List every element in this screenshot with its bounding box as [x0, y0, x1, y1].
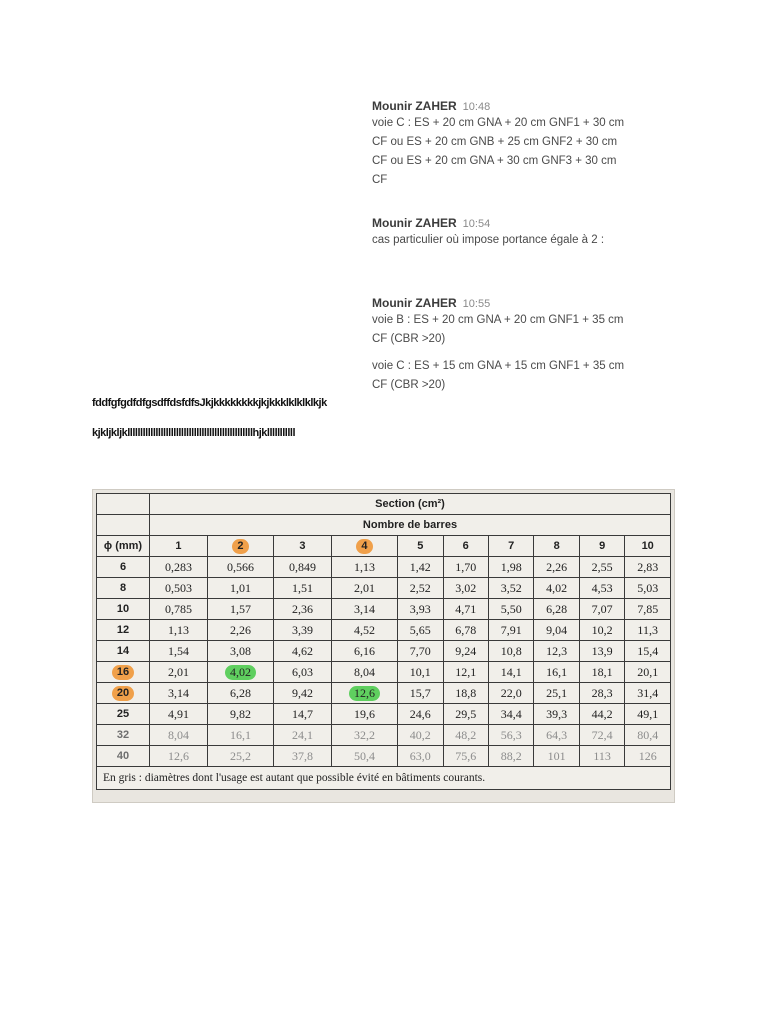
- table-row: [97, 599, 671, 620]
- section-value-cell: [443, 662, 488, 683]
- section-value-cell: [274, 557, 332, 578]
- section-value: 25,2: [229, 748, 251, 763]
- diameter-column-header: ϕ (mm): [97, 536, 150, 557]
- bar-count-label: 8: [553, 540, 560, 552]
- section-value-cell: [150, 683, 208, 704]
- section-value: 75,6: [455, 748, 477, 763]
- document-text-line: fddfgfgdfdfgsdffdsfdfsJkjkkkkkkkkjkjkkklklklklkjk: [92, 397, 327, 409]
- diameter-cell: [97, 578, 150, 599]
- section-value: 31,4: [637, 685, 659, 700]
- section-value: 88,2: [500, 748, 522, 763]
- section-value-cell: [534, 599, 579, 620]
- section-value-cell: [207, 641, 273, 662]
- message-text: cas particulier où impose portance égale à 2 :: [372, 234, 605, 246]
- section-value: 1,57: [229, 601, 251, 616]
- section-value-cell: [579, 746, 624, 767]
- section-value-cell: [625, 578, 671, 599]
- diameter-cell: [97, 704, 150, 725]
- diameter-label: 10: [116, 603, 130, 615]
- section-value: 3,14: [167, 685, 189, 700]
- section-value-cell: [331, 662, 397, 683]
- message-author: Mounir ZAHER: [372, 296, 457, 310]
- section-value-cell: [443, 599, 488, 620]
- diameter-cell: [97, 683, 150, 704]
- section-value-cell: [274, 578, 332, 599]
- document-text-line: kjkljkljklllllllllllllllllllllllllllllllllllllllllllllllllhjklllllllllll: [92, 427, 296, 439]
- section-value-cell: [274, 620, 332, 641]
- section-value: 32,2: [353, 727, 375, 742]
- section-value: 11,3: [637, 622, 658, 637]
- diameter-cell: [97, 599, 150, 620]
- section-value: 2,55: [591, 559, 613, 574]
- diameter-label: 20: [112, 686, 134, 701]
- section-value: 24,6: [409, 706, 431, 721]
- section-value: 44,2: [591, 706, 613, 721]
- table-row: [97, 641, 671, 662]
- section-value: 1,54: [167, 643, 189, 658]
- table-title: Section (cm²): [150, 494, 671, 515]
- section-value-cell: [150, 578, 208, 599]
- section-value-cell: [443, 620, 488, 641]
- diameter-cell: [97, 725, 150, 746]
- bar-count-header: [207, 536, 273, 557]
- section-value: 8,04: [353, 664, 375, 679]
- section-value-cell: [443, 578, 488, 599]
- section-value-cell: [207, 599, 273, 620]
- section-value-cell: [579, 641, 624, 662]
- section-value: 14,7: [291, 706, 313, 721]
- section-value-cell: [150, 599, 208, 620]
- section-value-cell: [625, 683, 671, 704]
- section-value: 5,03: [637, 580, 659, 595]
- section-value: 2,26: [229, 622, 251, 637]
- chat-message: [372, 97, 628, 190]
- section-value: 7,07: [591, 601, 613, 616]
- section-value-cell: [579, 683, 624, 704]
- section-value-cell: [534, 662, 579, 683]
- section-value: 12,6: [167, 748, 189, 763]
- section-value: 15,7: [409, 685, 431, 700]
- section-value: 4,71: [455, 601, 477, 616]
- table-footnote: En gris : diamètres dont l'usage est autant que possible évité en bâtiments courants.: [97, 767, 671, 790]
- section-value: 37,8: [291, 748, 313, 763]
- section-value-cell: [207, 725, 273, 746]
- section-value: 10,1: [409, 664, 431, 679]
- section-value-cell: [534, 725, 579, 746]
- section-value: 9,82: [229, 706, 251, 721]
- section-value-cell: [625, 746, 671, 767]
- section-value: 16,1: [546, 664, 568, 679]
- bar-count-label: 3: [299, 540, 306, 552]
- section-value: 8,04: [167, 727, 189, 742]
- section-value: 0,503: [164, 580, 192, 595]
- section-value: 6,28: [229, 685, 251, 700]
- section-value-cell: [274, 641, 332, 662]
- bar-count-header: [331, 536, 397, 557]
- section-value-cell: [488, 725, 533, 746]
- section-value-cell: [207, 683, 273, 704]
- section-value: 19,6: [353, 706, 375, 721]
- section-value: 63,0: [409, 748, 431, 763]
- section-value-cell: [579, 557, 624, 578]
- section-value-cell: [443, 641, 488, 662]
- section-value: 2,01: [353, 580, 375, 595]
- section-value: 14,1: [500, 664, 522, 679]
- section-value-cell: [398, 683, 443, 704]
- section-value: 4,52: [353, 622, 375, 637]
- section-value-cell: [331, 578, 397, 599]
- table-row: [97, 620, 671, 641]
- section-value: 1,13: [353, 559, 375, 574]
- section-value-cell: [625, 662, 671, 683]
- section-value-cell: [398, 704, 443, 725]
- table-corner-blank: [97, 515, 150, 536]
- section-value: 0,566: [226, 559, 254, 574]
- section-value: 18,1: [591, 664, 613, 679]
- section-value-cell: [579, 620, 624, 641]
- section-value-cell: [579, 599, 624, 620]
- section-value: 25,1: [546, 685, 568, 700]
- section-value-cell: [331, 599, 397, 620]
- section-value: 2,52: [409, 580, 431, 595]
- section-value: 48,2: [455, 727, 477, 742]
- bar-count-label: 1: [175, 540, 182, 552]
- section-value: 2,83: [637, 559, 659, 574]
- table-row: [97, 725, 671, 746]
- section-value-cell: [488, 578, 533, 599]
- section-value: 56,3: [500, 727, 522, 742]
- section-value-cell: [331, 620, 397, 641]
- section-value-cell: [150, 641, 208, 662]
- section-value-cell: [488, 746, 533, 767]
- section-value: 6,78: [455, 622, 477, 637]
- section-value: 1,51: [291, 580, 313, 595]
- section-value-cell: [579, 725, 624, 746]
- section-value-cell: [150, 746, 208, 767]
- diameter-label: 12: [116, 624, 130, 636]
- section-value-cell: [150, 557, 208, 578]
- message-time: 10:55: [462, 298, 491, 310]
- section-value-cell: [398, 620, 443, 641]
- section-value-cell: [488, 683, 533, 704]
- section-value: 4,91: [167, 706, 189, 721]
- message-time: 10:48: [462, 101, 491, 113]
- section-value-cell: [207, 662, 273, 683]
- section-value-cell: [625, 557, 671, 578]
- section-value: 113: [593, 748, 611, 763]
- section-value-cell: [150, 620, 208, 641]
- bar-count-label: 7: [508, 540, 515, 552]
- section-value-cell: [534, 704, 579, 725]
- message-time: 10:54: [462, 218, 491, 230]
- section-value: 9,04: [546, 622, 568, 637]
- diameter-label: 25: [116, 708, 130, 720]
- section-value: 3,93: [409, 601, 431, 616]
- message-text: voie C : ES + 15 cm GNA + 15 cm GNF1 + 35 cm CF (CBR >20): [372, 360, 625, 391]
- section-value-cell: [150, 725, 208, 746]
- section-value: 18,8: [455, 685, 477, 700]
- section-value: 29,5: [455, 706, 477, 721]
- table-row: [97, 578, 671, 599]
- section-value: 4,53: [591, 580, 613, 595]
- rebar-section-table-image: [92, 489, 675, 803]
- section-value: 24,1: [291, 727, 313, 742]
- section-value: 9,42: [291, 685, 313, 700]
- table-row: [97, 746, 671, 767]
- rebar-section-table: [96, 493, 671, 790]
- message-text: voie C : ES + 20 cm GNA + 20 cm GNF1 + 30 cm CF ou ES + 20 cm GNB + 25 cm GNF2 + 30 cm CF ou ES + 20 cm GNA + 30 cm GNF3 + 30 cm CF: [372, 117, 625, 186]
- bar-count-header: [534, 536, 579, 557]
- diameter-cell: [97, 620, 150, 641]
- section-value: 7,91: [500, 622, 522, 637]
- diameter-label: 32: [116, 729, 130, 741]
- table-row: [97, 704, 671, 725]
- section-value: 12,3: [546, 643, 568, 658]
- section-value-cell: [443, 704, 488, 725]
- section-value: 101: [547, 748, 566, 763]
- table-row: [97, 683, 671, 704]
- chat-message: [372, 294, 628, 395]
- section-value-cell: [331, 725, 397, 746]
- section-value: 2,26: [546, 559, 568, 574]
- section-value: 80,4: [637, 727, 659, 742]
- section-value-cell: [625, 704, 671, 725]
- section-value: 15,4: [637, 643, 659, 658]
- table-footnote-row: [97, 767, 671, 790]
- section-value-cell: [274, 599, 332, 620]
- section-value: 7,70: [409, 643, 431, 658]
- section-value: 0,849: [288, 559, 316, 574]
- section-value: 3,08: [229, 643, 251, 658]
- section-value: 3,39: [291, 622, 313, 637]
- bar-count-label: 10: [641, 540, 654, 552]
- section-value-cell: [274, 746, 332, 767]
- section-value-cell: [625, 641, 671, 662]
- section-value: 64,3: [546, 727, 568, 742]
- table-row: [97, 662, 671, 683]
- section-value-cell: [150, 662, 208, 683]
- diameter-label: 16: [112, 665, 134, 680]
- section-value: 16,1: [229, 727, 251, 742]
- section-value-cell: [398, 641, 443, 662]
- section-value: 3,14: [353, 601, 375, 616]
- section-value-cell: [534, 746, 579, 767]
- section-value-cell: [207, 704, 273, 725]
- section-value: 1,70: [455, 559, 477, 574]
- section-value: 6,28: [546, 601, 568, 616]
- diameter-label: 8: [119, 582, 127, 594]
- section-value: 72,4: [591, 727, 613, 742]
- section-value-cell: [331, 557, 397, 578]
- section-value: 4,62: [291, 643, 313, 658]
- section-value: 6,16: [353, 643, 375, 658]
- bar-count-header: [398, 536, 443, 557]
- table-subtitle: Nombre de barres: [150, 515, 671, 536]
- section-value-cell: [207, 578, 273, 599]
- section-value-cell: [331, 704, 397, 725]
- bar-count-label: 5: [417, 540, 424, 552]
- diameter-label: 14: [116, 645, 130, 657]
- section-value-cell: [274, 662, 332, 683]
- section-value: 5,65: [409, 622, 431, 637]
- section-value-cell: [579, 662, 624, 683]
- section-value: 20,1: [637, 664, 659, 679]
- section-value: 3,52: [500, 580, 522, 595]
- message-author: Mounir ZAHER: [372, 99, 457, 113]
- section-value: 50,4: [353, 748, 375, 763]
- section-value-cell: [488, 557, 533, 578]
- bar-count-header: [625, 536, 671, 557]
- section-value-cell: [625, 599, 671, 620]
- bar-count-label: 6: [462, 540, 469, 552]
- section-value-cell: [579, 704, 624, 725]
- bar-count-label: 9: [599, 540, 606, 552]
- section-value-cell: [331, 746, 397, 767]
- section-value: 13,9: [591, 643, 613, 658]
- chat-message: [372, 214, 628, 250]
- section-value: 34,4: [500, 706, 522, 721]
- section-value-cell: [207, 557, 273, 578]
- section-value: 7,85: [637, 601, 659, 616]
- section-value: 40,2: [409, 727, 431, 742]
- bar-count-label: 4: [356, 539, 372, 554]
- diameter-label: 40: [116, 750, 130, 762]
- diameter-cell: [97, 557, 150, 578]
- section-value: 2,01: [167, 664, 189, 679]
- section-value-cell: [534, 620, 579, 641]
- section-value-cell: [534, 557, 579, 578]
- section-value-cell: [443, 725, 488, 746]
- message-text: voie B : ES + 20 cm GNA + 20 cm GNF1 + 35 cm CF (CBR >20): [372, 314, 624, 345]
- section-value-cell: [398, 662, 443, 683]
- bar-count-header: [150, 536, 208, 557]
- section-value: 3,02: [455, 580, 477, 595]
- section-value-cell: [625, 620, 671, 641]
- section-value: 12,1: [455, 664, 477, 679]
- bar-count-header: [274, 536, 332, 557]
- section-value-cell: [398, 557, 443, 578]
- section-value: 4,02: [225, 665, 256, 680]
- section-value-cell: [274, 683, 332, 704]
- table-corner-blank: [97, 494, 150, 515]
- section-value-cell: [443, 683, 488, 704]
- bar-count-header: [579, 536, 624, 557]
- section-value-cell: [398, 746, 443, 767]
- bar-count-header: [443, 536, 488, 557]
- section-value: 10,2: [591, 622, 613, 637]
- section-value-cell: [150, 704, 208, 725]
- section-value-cell: [331, 683, 397, 704]
- diameter-cell: [97, 662, 150, 683]
- section-value-cell: [398, 578, 443, 599]
- section-value-cell: [488, 641, 533, 662]
- section-value-cell: [534, 641, 579, 662]
- section-value-cell: [331, 641, 397, 662]
- section-value: 0,785: [164, 601, 192, 616]
- section-value: 22,0: [500, 685, 522, 700]
- section-value: 10,8: [500, 643, 522, 658]
- section-value: 2,36: [291, 601, 313, 616]
- section-value: 1,98: [500, 559, 522, 574]
- section-value-cell: [579, 578, 624, 599]
- bar-count-label: 2: [232, 539, 248, 554]
- section-value-cell: [625, 725, 671, 746]
- section-value-cell: [488, 704, 533, 725]
- message-author: Mounir ZAHER: [372, 216, 457, 230]
- section-value-cell: [207, 746, 273, 767]
- section-value: 1,13: [167, 622, 189, 637]
- section-value-cell: [207, 620, 273, 641]
- section-value-cell: [274, 725, 332, 746]
- section-value: 28,3: [591, 685, 613, 700]
- diameter-label: 6: [119, 561, 127, 573]
- section-value: 6,03: [291, 664, 313, 679]
- section-value-cell: [534, 578, 579, 599]
- section-value-cell: [274, 704, 332, 725]
- section-value-cell: [488, 662, 533, 683]
- section-value: 49,1: [637, 706, 659, 721]
- section-value: 1,01: [229, 580, 251, 595]
- section-value-cell: [534, 683, 579, 704]
- section-value: 1,42: [409, 559, 431, 574]
- section-value: 12,6: [349, 686, 380, 701]
- diameter-cell: [97, 641, 150, 662]
- section-value-cell: [398, 725, 443, 746]
- section-value-cell: [443, 557, 488, 578]
- section-value-cell: [398, 599, 443, 620]
- section-value: 39,3: [546, 706, 568, 721]
- diameter-cell: [97, 746, 150, 767]
- section-value: 5,50: [500, 601, 522, 616]
- section-value-cell: [443, 746, 488, 767]
- table-row: [97, 557, 671, 578]
- section-value: 9,24: [455, 643, 477, 658]
- section-value: 0,283: [164, 559, 192, 574]
- bar-count-header: [488, 536, 533, 557]
- section-value-cell: [488, 599, 533, 620]
- section-value-cell: [488, 620, 533, 641]
- section-value: 4,02: [546, 580, 568, 595]
- section-value: 126: [638, 748, 657, 763]
